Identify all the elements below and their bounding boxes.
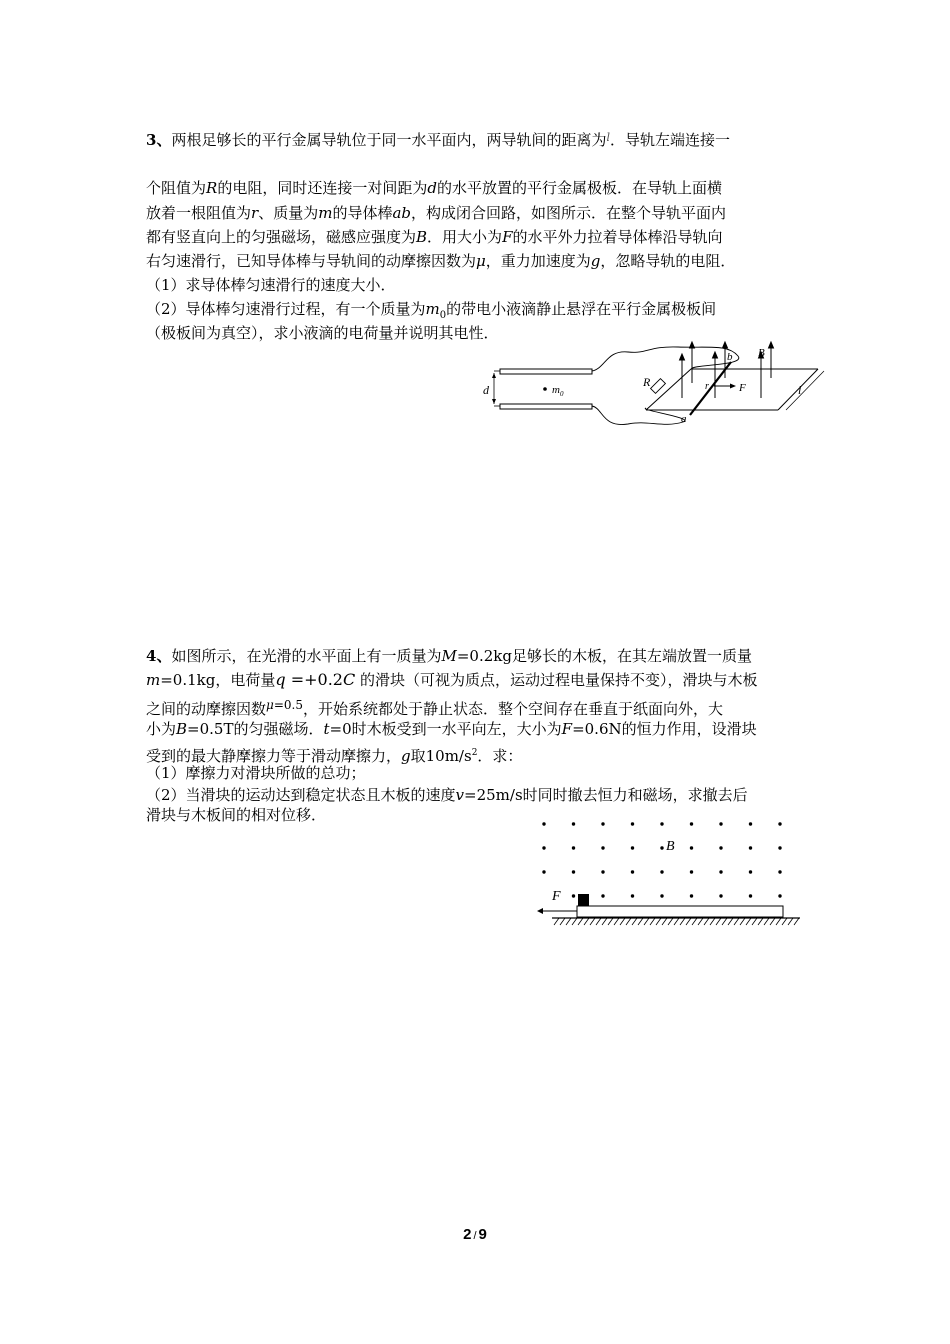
hatch-line: [686, 918, 691, 925]
field-dot: [660, 846, 663, 849]
hatch-line: [662, 918, 667, 925]
field-dot: [719, 894, 722, 897]
field-dot: [778, 846, 781, 849]
hatch-line: [578, 918, 583, 925]
hatch-line: [650, 918, 655, 925]
field-dot: [631, 894, 634, 897]
label-a: a: [681, 413, 687, 425]
field-dot: [690, 870, 693, 873]
p3-line-5: 右匀速滑行，已知导体棒与导轨间的动摩擦因数为μ，重力加速度为g，忽略导轨的电阻．: [146, 252, 736, 270]
hatch-line: [782, 918, 787, 925]
p4-line-4: 小为B=0.5T的匀强磁场．t=0时木板受到一水平向左，大小为F=0.6N的恒力作用，设滑块: [146, 720, 757, 738]
field-dot: [601, 870, 604, 873]
magnetic-field-dots: [542, 822, 781, 897]
label-l: l: [798, 383, 802, 397]
p4-question-1: （1）摩擦力对滑块所做的总功；: [146, 764, 366, 782]
field-dot: [542, 846, 545, 849]
p3-question-2: （2）导体棒匀速滑行过程，有一个质量为$m_0$的带电小液滴静止悬浮在平行金属极板间: [146, 300, 717, 321]
field-dot: [690, 894, 693, 897]
capacitor-bottom-plate: [500, 404, 592, 409]
p4-block-board-figure: [530, 812, 806, 932]
field-dot: [660, 822, 663, 825]
charge-formula: q =+0.2C: [275, 670, 356, 689]
hatch-line: [740, 918, 745, 925]
hatch-line: [776, 918, 781, 925]
p3-line-1: 3、两根足够长的平行金属导轨位于同一水平面内，两导轨间的距离为$^l$．导轨左端连接一: [146, 131, 731, 149]
field-dot: [601, 894, 604, 897]
p3-line-3: 放着一根阻值为r、质量为m的导体棒ab，构成闭合回路，如图所示．在整个导轨平面内: [146, 204, 727, 222]
field-dot: [778, 870, 781, 873]
field-dot: [542, 822, 545, 825]
hatch-line: [554, 918, 559, 925]
p4-line-3: 之间的动摩擦因数$^{\mu=0.5}$，开始系统都处于静止状态．整个空间存在垂直于纸面向外，大: [146, 698, 723, 718]
hatch-line: [620, 918, 625, 925]
label-B: B: [758, 347, 765, 359]
field-dot: [631, 822, 634, 825]
hatch-line: [794, 918, 799, 925]
p3-number: 3: [146, 131, 157, 149]
p3-line-4: 都有竖直向上的匀强磁场，磁感应强度为B．用大小为F的水平外力拉着导体棒沿导轨向: [146, 228, 723, 246]
p4-number: 4: [146, 647, 157, 665]
p3-l-symbol: l: [606, 131, 610, 144]
hatch-line: [632, 918, 637, 925]
hatch-line: [614, 918, 619, 925]
ground-hatching: [554, 918, 799, 925]
hatch-line: [590, 918, 595, 925]
field-dot: [749, 846, 752, 849]
field-dot: [719, 846, 722, 849]
p4-line-5: 受到的最大静摩擦力等于滑动摩擦力，g取$10m/s^2$．求：: [146, 747, 523, 765]
p3-circuit-figure: [478, 338, 830, 430]
total-pages: 9: [478, 1226, 487, 1243]
hatch-line: [674, 918, 679, 925]
label-R: R: [643, 375, 651, 389]
hatch-line: [638, 918, 643, 925]
hatch-line: [722, 918, 727, 925]
p3-line-2: 个阻值为R的电阻，同时还连接一对间距为d的水平放置的平行金属极板．在导轨上面横: [146, 179, 722, 197]
top-wire: [592, 347, 739, 371]
p4-question-2-cont: 滑块与木板间的相对位移．: [146, 806, 327, 824]
p4-line-2: m=0.1kg，电荷量q =+0.2C 的滑块（可视为质点，运动过程电量保持不变），滑块与木板: [146, 670, 758, 689]
field-dot: [749, 870, 752, 873]
field-dot: [749, 894, 752, 897]
hatch-line: [788, 918, 793, 925]
field-dot: [572, 870, 575, 873]
hatch-line: [644, 918, 649, 925]
field-dot: [749, 822, 752, 825]
droplet-dot: [543, 387, 547, 391]
field-dot: [778, 822, 781, 825]
hatch-line: [566, 918, 571, 925]
hatch-line: [656, 918, 661, 925]
bottom-wire: [592, 406, 685, 425]
field-dot: [601, 846, 604, 849]
label-r: r: [705, 381, 709, 392]
field-dot: [660, 894, 663, 897]
field-dot: [660, 870, 663, 873]
hatch-line: [728, 918, 733, 925]
page-separator: /: [473, 1230, 477, 1242]
field-dot: [572, 894, 575, 897]
p4-line-1: 4、如图所示，在光滑的水平面上有一质量为M=0.2kg足够长的木板，在其左端放置一质量: [146, 647, 752, 665]
capacitor-top-plate: [500, 369, 592, 374]
field-dot: [572, 822, 575, 825]
hatch-line: [560, 918, 565, 925]
l-dimension-line: [786, 371, 824, 410]
hatch-line: [704, 918, 709, 925]
field-dot: [601, 822, 604, 825]
slider-block: [578, 894, 589, 906]
field-dot: [719, 822, 722, 825]
hatch-line: [698, 918, 703, 925]
hatch-line: [716, 918, 721, 925]
hatch-line: [626, 918, 631, 925]
field-dot: [690, 822, 693, 825]
p3-question-1: （1）求导体棒匀速滑行的速度大小．: [146, 276, 396, 294]
hatch-line: [602, 918, 607, 925]
hatch-line: [596, 918, 601, 925]
hatch-line: [770, 918, 775, 925]
hatch-line: [572, 918, 577, 925]
mu-formula: μ=0.5: [266, 698, 303, 712]
wooden-board: [577, 906, 783, 917]
field-dot: [631, 846, 634, 849]
field-dot: [690, 846, 693, 849]
hatch-line: [668, 918, 673, 925]
label-F: F: [552, 889, 561, 904]
hatch-line: [584, 918, 589, 925]
field-dot: [542, 870, 545, 873]
hatch-line: [764, 918, 769, 925]
hatch-line: [746, 918, 751, 925]
hatch-line: [692, 918, 697, 925]
field-dot: [778, 894, 781, 897]
hatch-line: [710, 918, 715, 925]
label-m0: $m_0$: [552, 384, 564, 398]
p3-question-2-cont: （极板间为真空），求小液滴的电荷量并说明其电性．: [146, 324, 499, 342]
current-page: 2: [463, 1226, 472, 1243]
hatch-line: [752, 918, 757, 925]
hatch-line: [734, 918, 739, 925]
field-dot: [631, 870, 634, 873]
label-F: F: [739, 382, 746, 394]
label-b: b: [727, 351, 733, 363]
resistor: [651, 379, 666, 394]
hatch-line: [608, 918, 613, 925]
field-dot: [572, 846, 575, 849]
conductor-rod-ab: [690, 362, 731, 415]
label-B: B: [666, 839, 675, 854]
label-d: d: [483, 383, 489, 397]
hatch-line: [758, 918, 763, 925]
p4-question-2: （2）当滑块的运动达到稳定状态且木板的速度v=25m/s时同时撤去恒力和磁场，求撤去后: [146, 786, 748, 804]
page-number: [0, 1226, 950, 1243]
hatch-line: [680, 918, 685, 925]
field-dot: [719, 870, 722, 873]
